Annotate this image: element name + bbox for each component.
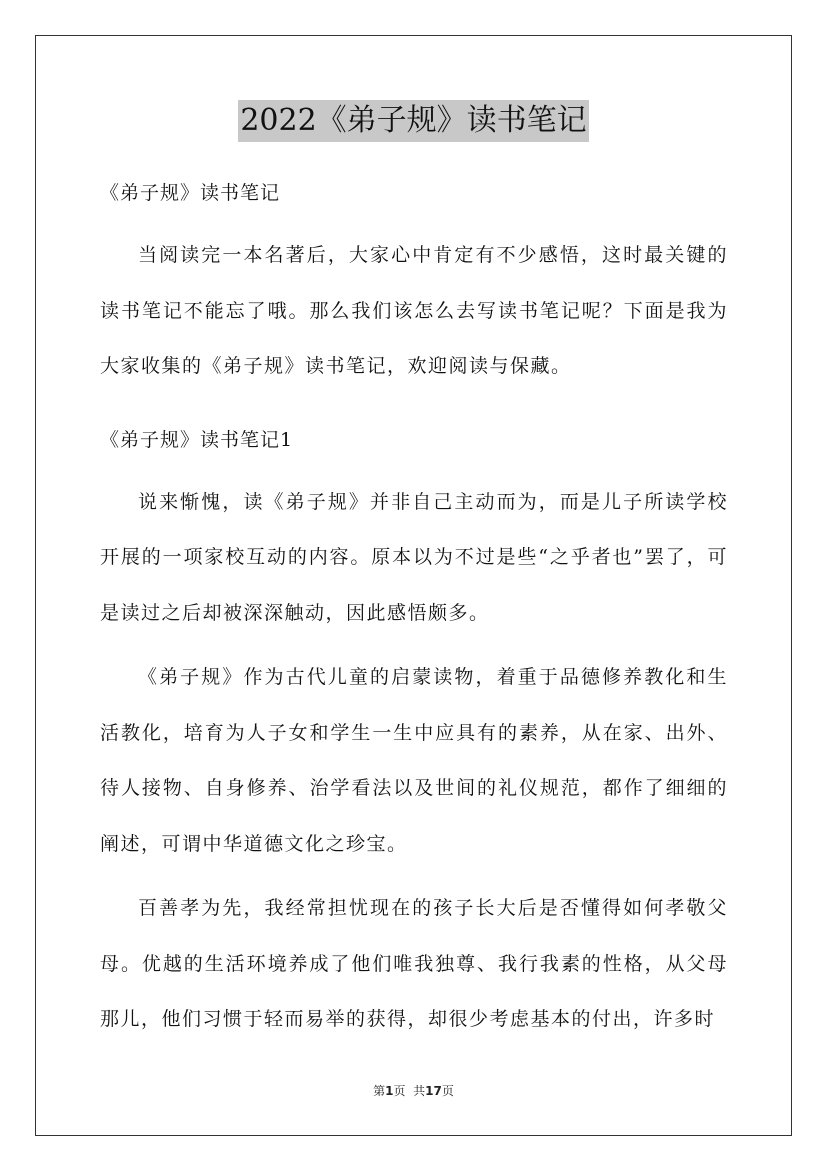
- footer-page-mid: 页 共: [393, 1084, 426, 1098]
- document-title: 2022《弟子规》读书笔记: [238, 100, 588, 142]
- body-paragraph-1: 说来惭愧，读《弟子规》并非自己主动而为，而是儿子所读学校开展的一项家校互动的内容。原本以为不过是些“之乎者也”罢了，可是读过之后却被深深触动，因此感悟颇多。: [100, 490, 728, 624]
- body-paragraph-3: 百善孝为先，我经常担忧现在的孩子长大后是否懂得如何孝敬父母。优越的生活环境养成了他们唯我独尊、我行我素的性格，从父母那儿，他们习惯于轻而易举的获得，却很少考虑基本的付出，许多时: [100, 897, 728, 1030]
- note1-heading: 《弟子规》读书笔记1: [100, 428, 294, 451]
- footer-page-number: 1: [385, 1084, 394, 1098]
- body-paragraph-2: 《弟子规》作为古代儿童的启蒙读物，着重于品德修养教化和生活教化，培育为人子女和学生一生中应具有的素养，从在家、出外、待人接物、自身修养、治学看法以及世间的礼仪规范，都作了细细的阐述，可谓中华道德文化之珍宝。: [100, 666, 728, 855]
- document-body: [100, 170, 728, 1048]
- footer-page-prefix: 第: [373, 1084, 386, 1098]
- title-container: [0, 100, 827, 142]
- intro-paragraph: 当阅读完一本名著后，大家心中肯定有不少感悟，这时最关键的读书笔记不能忘了哦。那么我们该怎么去写读书笔记呢？下面是我为大家收集的《弟子规》读书笔记，欢迎阅读与保藏。: [100, 244, 728, 377]
- page-footer: [0, 1082, 827, 1099]
- footer-page-suffix: 页: [441, 1084, 454, 1098]
- section-heading: 《弟子规》读书笔记: [100, 182, 281, 204]
- spacer: [100, 395, 728, 417]
- footer-total-pages: 17: [425, 1084, 442, 1098]
